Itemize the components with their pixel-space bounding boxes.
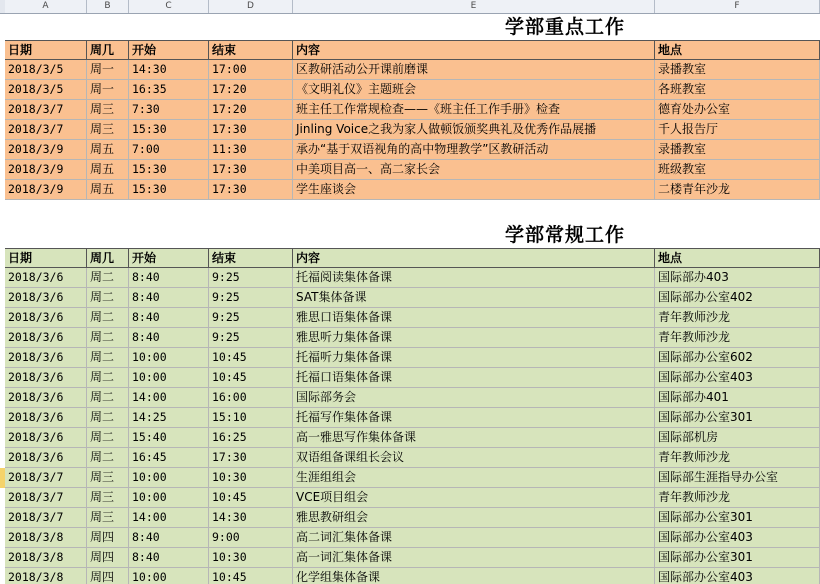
cell-date[interactable]: 2018/3/6 — [5, 308, 87, 328]
cell-start[interactable]: 14:30 — [129, 60, 209, 80]
table-row — [0, 80, 820, 100]
cell-location[interactable]: 国际部办公室403 — [655, 568, 820, 584]
cell-start[interactable]: 10:00 — [129, 348, 209, 368]
cell-end[interactable]: 10:45 — [209, 368, 293, 388]
cell-content[interactable]: 化学组集体备课 — [293, 568, 655, 584]
header-cell-weekday[interactable]: 周几 — [87, 40, 129, 60]
cell-end[interactable]: 17:30 — [209, 448, 293, 468]
cell-location[interactable]: 国际部办公室602 — [655, 348, 820, 368]
cell-end[interactable]: 17:30 — [209, 120, 293, 140]
header-cell-start[interactable]: 开始 — [129, 248, 209, 268]
cell-start[interactable]: 14:00 — [129, 388, 209, 408]
cell-content[interactable]: 雅思教研组会 — [293, 508, 655, 528]
cell-date[interactable]: 2018/3/7 — [5, 468, 87, 488]
cell-date[interactable]: 2018/3/7 — [5, 120, 87, 140]
cell-start[interactable]: 15:30 — [129, 180, 209, 200]
cell-start[interactable]: 7:00 — [129, 140, 209, 160]
cell-weekday[interactable]: 周四 — [87, 568, 129, 584]
cell-date[interactable]: 2018/3/5 — [5, 60, 87, 80]
cell-start[interactable]: 10:00 — [129, 488, 209, 508]
cell-location[interactable]: 录播教室 — [655, 140, 820, 160]
cell-content[interactable]: 国际部务会 — [293, 388, 655, 408]
cell-date[interactable]: 2018/3/9 — [5, 160, 87, 180]
header-cell-weekday[interactable]: 周几 — [87, 248, 129, 268]
cell-location[interactable]: 国际部办公室402 — [655, 288, 820, 308]
cell-date[interactable]: 2018/3/9 — [5, 180, 87, 200]
column-header-d[interactable]: D — [209, 0, 293, 13]
table-row — [0, 348, 820, 368]
cell-end[interactable]: 9:25 — [209, 308, 293, 328]
cell-end[interactable]: 16:25 — [209, 428, 293, 448]
key-section-title[interactable]: 学部重点工作 — [505, 16, 626, 38]
column-header-row — [0, 0, 820, 14]
cell-content[interactable]: 承办“基于双语视角的高中物理教学”区教研活动 — [293, 140, 655, 160]
cell-content[interactable]: 高二词汇集体备课 — [293, 528, 655, 548]
cell-date[interactable]: 2018/3/6 — [5, 288, 87, 308]
cell-date[interactable]: 2018/3/9 — [5, 140, 87, 160]
cell-end[interactable]: 10:45 — [209, 488, 293, 508]
cell-end[interactable]: 9:00 — [209, 528, 293, 548]
cell-end[interactable]: 16:00 — [209, 388, 293, 408]
table-row — [0, 100, 820, 120]
cell-content[interactable]: 托福写作集体备课 — [293, 408, 655, 428]
column-header-e[interactable]: E — [293, 0, 655, 13]
cell-location[interactable]: 国际部办公室301 — [655, 548, 820, 568]
cell-start[interactable]: 10:00 — [129, 368, 209, 388]
cell-weekday[interactable]: 周一 — [87, 60, 129, 80]
table-row — [0, 468, 820, 488]
table-row — [0, 140, 820, 160]
cell-end[interactable]: 14:30 — [209, 508, 293, 528]
cell-content[interactable]: SAT集体备课 — [293, 288, 655, 308]
cell-content[interactable]: 区教研活动公开课前磨课 — [293, 60, 655, 80]
cell-content[interactable]: 班主任工作常规检查——《班主任工作手册》检查 — [293, 100, 655, 120]
column-header-f[interactable]: F — [655, 0, 820, 13]
cell-end[interactable]: 17:20 — [209, 80, 293, 100]
cell-end[interactable]: 15:10 — [209, 408, 293, 428]
cell-location[interactable]: 班级教室 — [655, 160, 820, 180]
cell-start[interactable]: 14:25 — [129, 408, 209, 428]
cell-date[interactable]: 2018/3/5 — [5, 80, 87, 100]
table-row — [0, 388, 820, 408]
cell-date[interactable]: 2018/3/6 — [5, 428, 87, 448]
cell-weekday[interactable]: 周二 — [87, 368, 129, 388]
table-row — [0, 328, 820, 348]
cell-weekday[interactable]: 周二 — [87, 388, 129, 408]
cell-content[interactable]: 雅思口语集体备课 — [293, 308, 655, 328]
table-row — [0, 308, 820, 328]
cell-content[interactable]: 高一词汇集体备课 — [293, 548, 655, 568]
table-row — [0, 508, 820, 528]
cell-date[interactable]: 2018/3/6 — [5, 328, 87, 348]
cell-start[interactable]: 10:00 — [129, 468, 209, 488]
cell-content[interactable]: VCE项目组会 — [293, 488, 655, 508]
cell-content[interactable]: 《文明礼仪》主题班会 — [293, 80, 655, 100]
table-row — [0, 120, 820, 140]
cell-date[interactable]: 2018/3/8 — [5, 528, 87, 548]
cell-start[interactable]: 15:30 — [129, 160, 209, 180]
cell-start[interactable]: 8:40 — [129, 548, 209, 568]
cell-weekday[interactable]: 周二 — [87, 268, 129, 288]
cell-content[interactable]: 双语组备课组长会议 — [293, 448, 655, 468]
cell-start[interactable]: 8:40 — [129, 288, 209, 308]
table-row — [0, 180, 820, 200]
cell-end[interactable]: 10:45 — [209, 348, 293, 368]
cell-content[interactable]: 托福听力集体备课 — [293, 348, 655, 368]
cell-location[interactable]: 青年教师沙龙 — [655, 448, 820, 468]
cell-weekday[interactable]: 周二 — [87, 448, 129, 468]
cell-start[interactable]: 15:30 — [129, 120, 209, 140]
header-cell-end[interactable]: 结束 — [209, 248, 293, 268]
cell-weekday[interactable]: 周三 — [87, 100, 129, 120]
cell-start[interactable]: 16:45 — [129, 448, 209, 468]
table-row — [0, 60, 820, 80]
cell-start[interactable]: 8:40 — [129, 268, 209, 288]
cell-weekday[interactable]: 周三 — [87, 120, 129, 140]
cell-end[interactable]: 9:25 — [209, 288, 293, 308]
cell-date[interactable]: 2018/3/8 — [5, 548, 87, 568]
cell-location[interactable]: 各班教室 — [655, 80, 820, 100]
cell-location[interactable]: 千人报告厅 — [655, 120, 820, 140]
cell-weekday[interactable]: 周一 — [87, 80, 129, 100]
cell-start[interactable]: 15:40 — [129, 428, 209, 448]
table-row — [0, 448, 820, 468]
column-header-b[interactable]: B — [87, 0, 129, 13]
cell-location[interactable]: 国际部办403 — [655, 268, 820, 288]
cell-weekday[interactable]: 周五 — [87, 140, 129, 160]
table-row — [0, 428, 820, 448]
cell-start[interactable]: 10:00 — [129, 568, 209, 584]
cell-end[interactable]: 11:30 — [209, 140, 293, 160]
cell-weekday[interactable]: 周五 — [87, 180, 129, 200]
cell-location[interactable]: 国际部办公室301 — [655, 508, 820, 528]
cell-start[interactable]: 8:40 — [129, 308, 209, 328]
routine-section-title[interactable]: 学部常规工作 — [505, 224, 626, 246]
cell-location[interactable]: 青年教师沙龙 — [655, 308, 820, 328]
table-row — [0, 488, 820, 508]
cell-content[interactable]: 中美项目高一、高二家长会 — [293, 160, 655, 180]
cell-location[interactable]: 国际部办公室403 — [655, 528, 820, 548]
cell-content[interactable]: 托福口语集体备课 — [293, 368, 655, 388]
cell-weekday[interactable]: 周二 — [87, 428, 129, 448]
cell-location[interactable]: 国际部生涯指导办公室 — [655, 468, 820, 488]
cell-location[interactable]: 国际部机房 — [655, 428, 820, 448]
cell-date[interactable]: 2018/3/6 — [5, 448, 87, 468]
header-cell-end[interactable]: 结束 — [209, 40, 293, 60]
header-cell-date[interactable]: 日期 — [5, 248, 87, 268]
row-selection-marker — [0, 468, 5, 488]
cell-location[interactable]: 国际部办公室301 — [655, 408, 820, 428]
header-row — [0, 40, 820, 60]
table-row — [0, 288, 820, 308]
cell-end[interactable]: 9:25 — [209, 268, 293, 288]
cell-end[interactable]: 10:30 — [209, 548, 293, 568]
cell-location[interactable]: 青年教师沙龙 — [655, 328, 820, 348]
cell-date[interactable]: 2018/3/6 — [5, 348, 87, 368]
cell-end[interactable]: 17:20 — [209, 100, 293, 120]
table-row — [0, 528, 820, 548]
cell-date[interactable]: 2018/3/7 — [5, 508, 87, 528]
header-row — [0, 248, 820, 268]
cell-date[interactable]: 2018/3/6 — [5, 268, 87, 288]
column-header-a[interactable]: A — [5, 0, 87, 13]
cell-content[interactable]: 高一雅思写作集体备课 — [293, 428, 655, 448]
cell-start[interactable]: 7:30 — [129, 100, 209, 120]
cell-location[interactable]: 青年教师沙龙 — [655, 488, 820, 508]
cell-start[interactable]: 16:35 — [129, 80, 209, 100]
cell-end[interactable]: 17:30 — [209, 180, 293, 200]
cell-end[interactable]: 17:30 — [209, 160, 293, 180]
cell-weekday[interactable]: 周四 — [87, 528, 129, 548]
cell-weekday[interactable]: 周二 — [87, 288, 129, 308]
cell-location[interactable]: 德育处办公室 — [655, 100, 820, 120]
cell-start[interactable]: 8:40 — [129, 328, 209, 348]
table-row — [0, 548, 820, 568]
header-cell-location[interactable]: 地点 — [655, 248, 820, 268]
cell-weekday[interactable]: 周二 — [87, 348, 129, 368]
cell-content[interactable]: 生涯组组会 — [293, 468, 655, 488]
header-cell-content[interactable]: 内容 — [293, 248, 655, 268]
cell-end[interactable]: 17:00 — [209, 60, 293, 80]
header-cell-location[interactable]: 地点 — [655, 40, 820, 60]
cell-end[interactable]: 9:25 — [209, 328, 293, 348]
cell-weekday[interactable]: 周三 — [87, 488, 129, 508]
table-row — [0, 568, 820, 584]
cell-date[interactable]: 2018/3/7 — [5, 488, 87, 508]
header-cell-start[interactable]: 开始 — [129, 40, 209, 60]
cell-date[interactable]: 2018/3/6 — [5, 408, 87, 428]
cell-end[interactable]: 10:30 — [209, 468, 293, 488]
table-row — [0, 268, 820, 288]
table-row — [0, 408, 820, 428]
cell-location[interactable]: 国际部办公室403 — [655, 368, 820, 388]
cell-weekday[interactable]: 周二 — [87, 328, 129, 348]
cell-start[interactable]: 14:00 — [129, 508, 209, 528]
column-header-c[interactable]: C — [129, 0, 209, 13]
header-cell-date[interactable]: 日期 — [5, 40, 87, 60]
cell-weekday[interactable]: 周三 — [87, 508, 129, 528]
cell-content[interactable]: 托福阅读集体备课 — [293, 268, 655, 288]
cell-location[interactable]: 二楼青年沙龙 — [655, 180, 820, 200]
cell-content[interactable]: 雅思听力集体备课 — [293, 328, 655, 348]
table-row — [0, 160, 820, 180]
cell-location[interactable]: 国际部办401 — [655, 388, 820, 408]
cell-weekday[interactable]: 周四 — [87, 548, 129, 568]
cell-date[interactable]: 2018/3/8 — [5, 568, 87, 584]
cell-location[interactable]: 录播教室 — [655, 60, 820, 80]
cell-start[interactable]: 8:40 — [129, 528, 209, 548]
cell-date[interactable]: 2018/3/6 — [5, 388, 87, 408]
cell-date[interactable]: 2018/3/6 — [5, 368, 87, 388]
cell-end[interactable]: 10:45 — [209, 568, 293, 584]
cell-content[interactable]: 学生座谈会 — [293, 180, 655, 200]
cell-weekday[interactable]: 周二 — [87, 308, 129, 328]
cell-content[interactable]: Jinling Voice之我为家人做顿饭颁奖典礼及优秀作品展播 — [293, 120, 655, 140]
table-row — [0, 368, 820, 388]
header-cell-content[interactable]: 内容 — [293, 40, 655, 60]
cell-weekday[interactable]: 周五 — [87, 160, 129, 180]
cell-weekday[interactable]: 周三 — [87, 468, 129, 488]
cell-date[interactable]: 2018/3/7 — [5, 100, 87, 120]
cell-weekday[interactable]: 周二 — [87, 408, 129, 428]
